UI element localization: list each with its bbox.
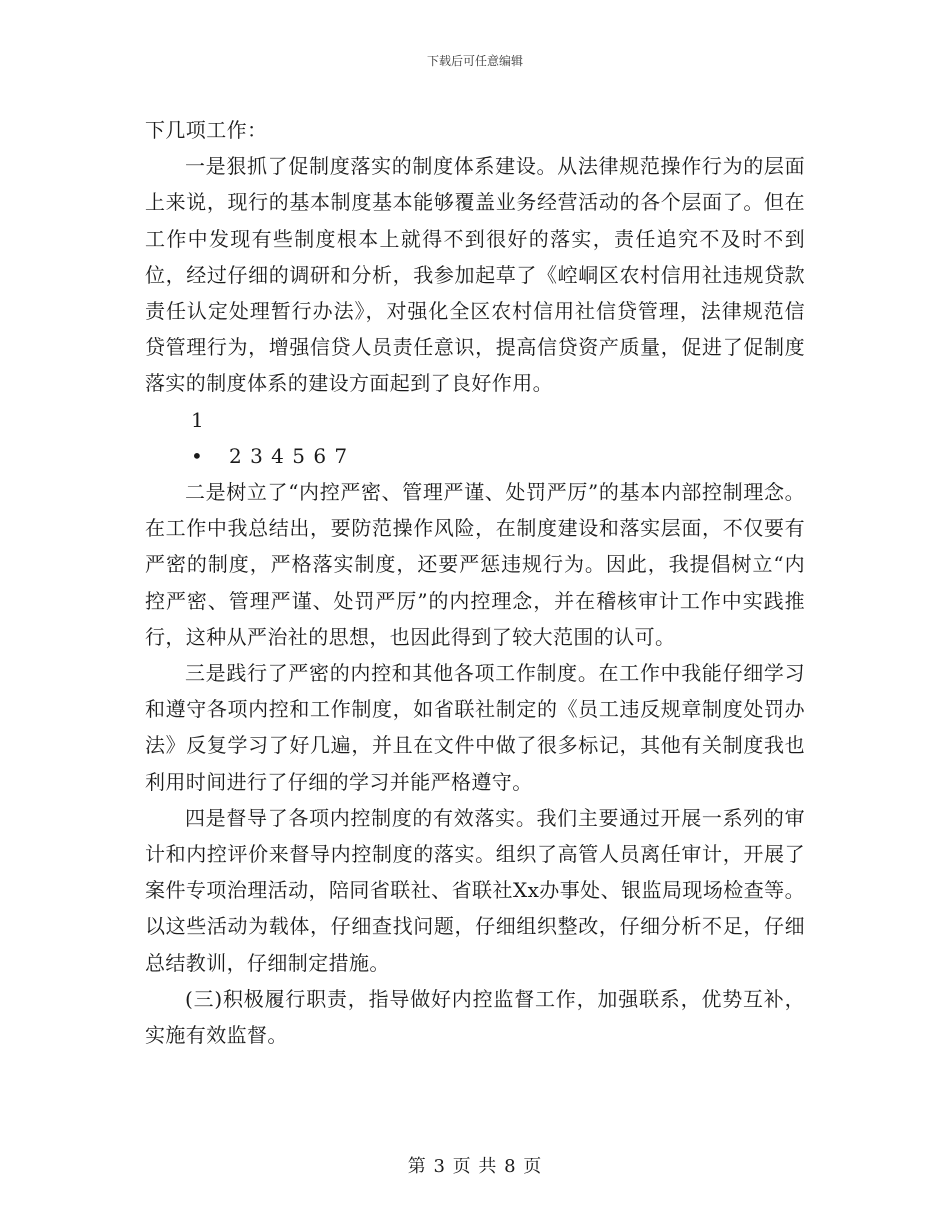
paragraph-4: 四是督导了各项内控制度的有效落实。我们主要通过开展一系列的审计和内控评价来督导内控制度的落实。组织了高管人员离任审计，开展了案件专项治理活动，陪同省联社、省联社Xx办事处、银监局现场检查等。以这些活动为载体，仔细查找问题，仔细组织整改，仔细分析不足，仔细总结教训，仔细制定措施。 (145, 805, 805, 975)
paragraph-intro: 下几项工作： (145, 118, 268, 142)
document-body (145, 112, 805, 1053)
list-number-row (145, 402, 805, 438)
bullet-icon: • (191, 443, 204, 468)
page-header: 下载后可任意编辑 (426, 54, 523, 68)
paragraph-3: 三是践行了严密的内控和其他各项工作制度。在工作中我能仔细学习和遵守各项内控和工作制度，如省联社制定的《员工违反规章制度处罚办法》反复学习了好几遍，并且在文件中做了很多标记，其他有关制度我也利用时间进行了仔细的学习并能严格遵守。 (145, 661, 805, 794)
list-number: 1 (191, 407, 205, 432)
list-items: 2 3 4 5 6 7 (229, 443, 349, 468)
paragraph-5: (三)积极履行职责，指导做好内控监督工作，加强联系，优势互补，实施有效监督。 (145, 986, 805, 1048)
list-bullet-row (145, 438, 805, 474)
paragraph-1: 一是狠抓了促制度落实的制度体系建设。从法律规范操作行为的层面上来说，现行的基本制度基本能够覆盖业务经营活动的各个层面了。但在工作中发现有些制度根本上就得不到很好的落实，责任追究不及时不到位，经过仔细的调研和分析，我参加起草了《崆峒区农村信用社违规贷款责任认定处理暂行办法》，对强化全区农村信用社信贷管理，法律规范信贷管理行为，增强信贷人员责任意识，提高信贷资产质量，促进了促制度落实的制度体系的建设方面起到了良好作用。 (145, 154, 805, 396)
page-footer: 第 3 页 共 8 页 (407, 1156, 543, 1177)
paragraph-2: 二是树立了“内控严密、管理严谨、处罚严厉”的基本内部控制理念。在工作中我总结出，要防范操作风险，在制度建设和落实层面，不仅要有严密的制度，严格落实制度，还要严惩违规行为。因此，我提倡树立“内控严密、管理严谨、处罚严厉”的内控理念，并在稽核审计工作中实践推行，这种从严治社的思想，也因此得到了较大范围的认可。 (145, 480, 805, 649)
